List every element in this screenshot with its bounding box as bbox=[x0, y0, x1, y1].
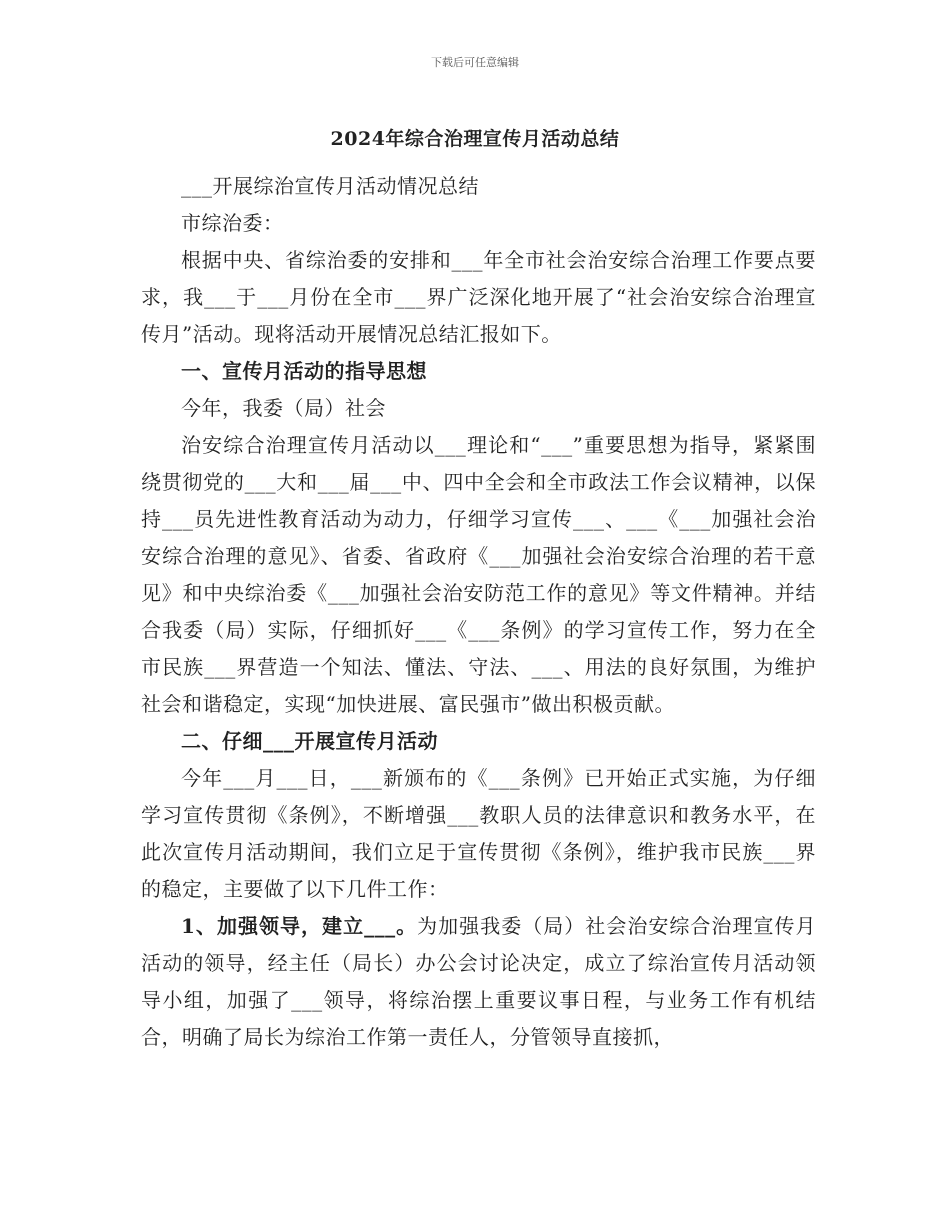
document-body bbox=[141, 168, 816, 1056]
paragraph-leadership-lead: 1、加强领导，建立___。 bbox=[181, 914, 418, 938]
paragraph-leadership-text: 为加强我委（局）社会治安综合治理宣传月活动的领导，经主任（局长）办公会讨论决定，成立了综治宣传月活动领导小组，加强了___领导，将综治摆上重要议事日程，与业务工作有机结合，明确了局长为综治工作第一责任人，分管领导直接抓， bbox=[141, 914, 816, 1049]
section-heading-1: 一、宣传月活动的指导思想 bbox=[181, 359, 427, 383]
paragraph-addressee: 市综治委： bbox=[181, 211, 284, 235]
document-title: 2024年综合治理宣传月活动总结 bbox=[330, 128, 620, 150]
section-heading-2: 二、仔细___开展宣传月活动 bbox=[181, 729, 438, 753]
paragraph-leadership bbox=[141, 908, 816, 1056]
paragraph-guiding-thought: 治安综合治理宣传月活动以___理论和“___”重要思想为指导，紧紧围绕贯彻党的___大和___届___中、四中全会和全市政法工作会议精神，以保持___员先进性教育活动为动力，仔细学习宣传___、___《___加强社会治安综合治理的意见》、省委、省政府《___加强社会治安综合治理的若干意见》和中央综治委《___加强社会治安防范工作的意见》等文件精神。并结合我委（局）实际，仔细抓好___《___条例》的学习宣传工作，努力在全市民族___界营造一个知法、懂法、守法、___、用法的良好氛围，为维护社会和谐稳定，实现“加快进展、富民强市”做出积极贡献。 bbox=[141, 433, 816, 716]
header-note: 下载后可任意编辑 bbox=[431, 56, 519, 69]
paragraph-this-year: 今年，我委（局）社会 bbox=[181, 396, 386, 420]
paragraph-subtitle: ___开展综治宣传月活动情况总结 bbox=[181, 174, 479, 198]
paragraph-regulations: 今年___月___日，___新颁布的《___条例》已开始正式实施，为仔细学习宣传贯彻《条例》，不断增强___教职人员的法律意识和教务水平，在此次宣传月活动期间，我们立足于宣传贯彻《条例》，维护我市民族___界的稳定，主要做了以下几件工作： bbox=[141, 766, 816, 901]
paragraph-intro: 根据中央、省综治委的安排和___年全市社会治安综合治理工作要点要求，我___于___月份在全市___界广泛深化地开展了“社会治安综合治理宣传月”活动。现将活动开展情况总结汇报如下。 bbox=[141, 248, 816, 346]
